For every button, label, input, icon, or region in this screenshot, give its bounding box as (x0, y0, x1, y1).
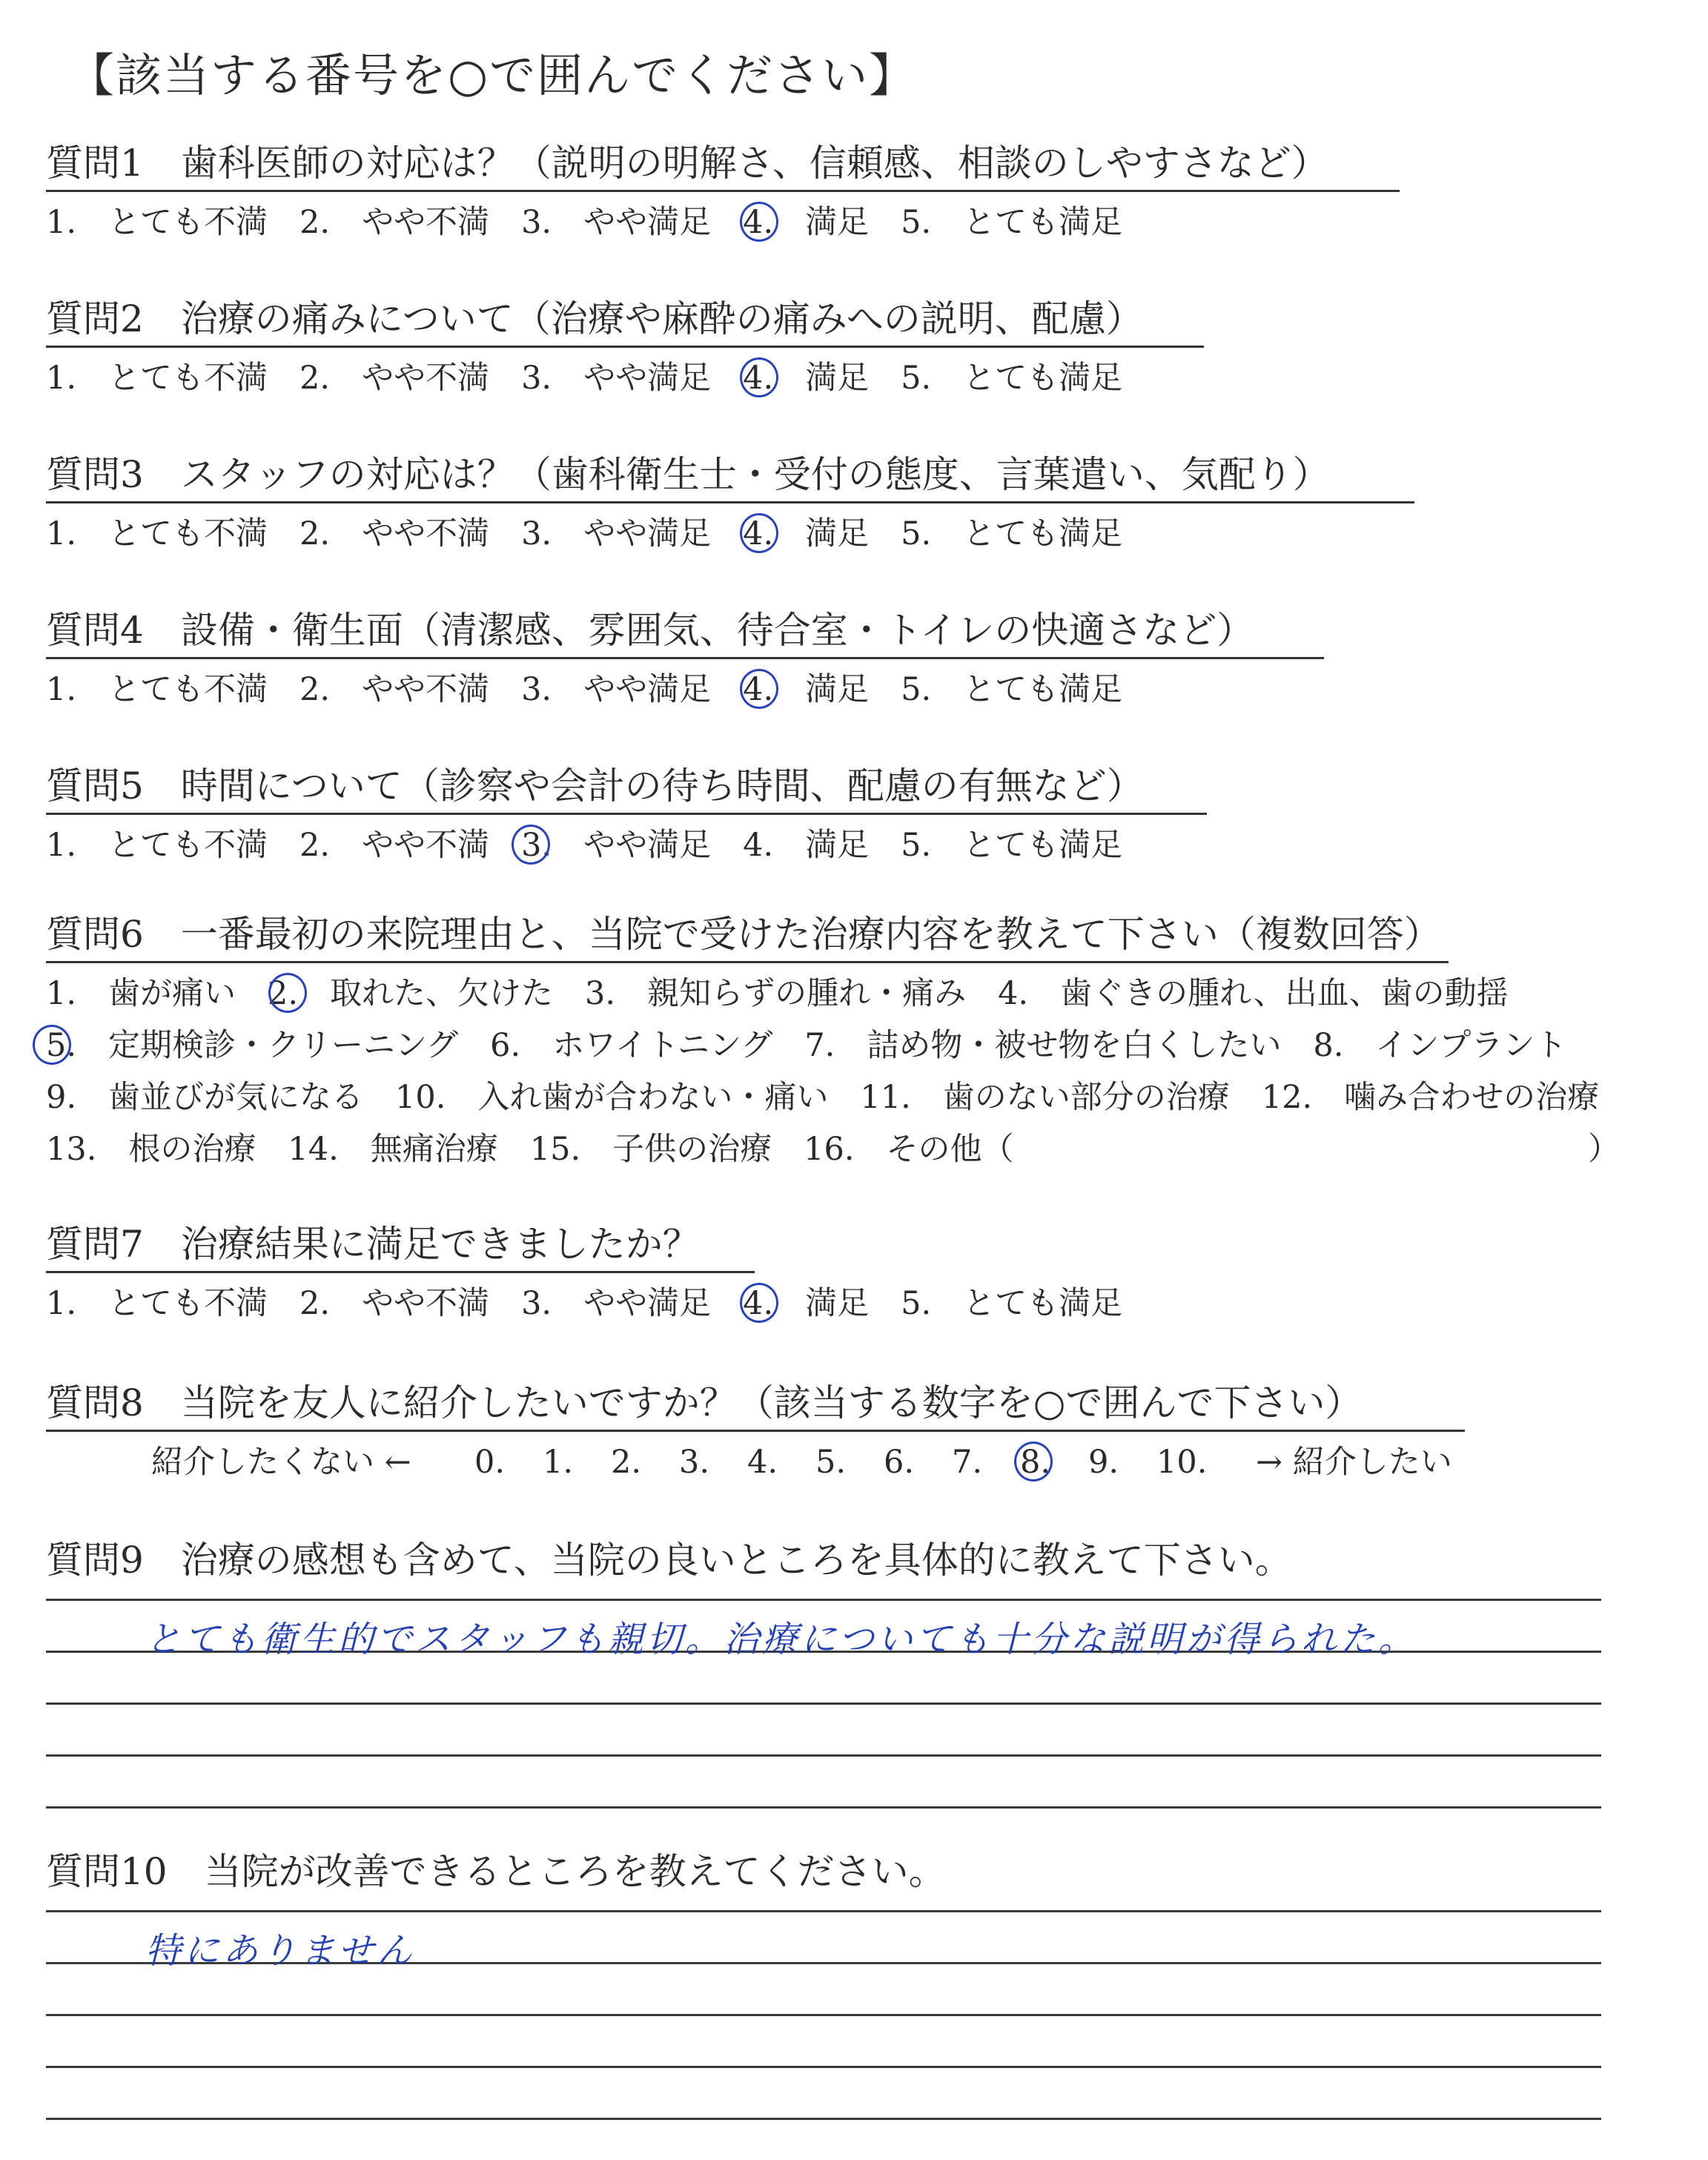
q8-scale-value: 9. (1088, 1444, 1119, 1481)
q1-options (46, 203, 1122, 242)
q3-underline (46, 501, 1414, 503)
q6-underline (46, 961, 1449, 963)
q6-circle-2[interactable] (268, 973, 307, 1013)
q5-options (46, 826, 1122, 865)
q8-scale-value: 4. (747, 1444, 778, 1481)
q8-scale-value: 0. (474, 1444, 506, 1481)
q9-answer[interactable]: とても衛生的でスタッフも親切。治療についても十分な説明が得られた。 (145, 1619, 1417, 1660)
q3-options (46, 515, 1122, 553)
q3-option-text: 1. (46, 515, 77, 552)
q4-title: 質問4 設備・衛生面（清潔感、雰囲気、待合室・トイレの快適さなど） (46, 609, 1254, 652)
q8-low-label: 紹介したくない ← (151, 1444, 411, 1481)
q5-option-text: 5. (901, 827, 932, 864)
q8-scale-value: 1. (543, 1444, 574, 1481)
q3-option-text: やや満足 (583, 515, 712, 552)
q3-option-text: 5. (901, 515, 932, 552)
q6-circle-5[interactable] (33, 1025, 71, 1065)
q5-option-text: 4. (743, 827, 774, 864)
q8-title: 質問8 当院を友人に紹介したいですか？（該当する数字を○で囲んで下さい） (46, 1381, 1363, 1424)
q2-title: 質問2 治療の痛みについて（治療や麻酔の痛みへの説明、配慮） (46, 297, 1143, 340)
form-header: 【該当する番号を○で囲んでください】 (68, 48, 917, 102)
q9-rule-1 (46, 1599, 1601, 1601)
q4-circle-4[interactable] (740, 669, 778, 709)
q2-option-text: やや不満 (362, 360, 490, 397)
q4-underline (46, 657, 1324, 659)
q8-circle-8[interactable] (1014, 1441, 1053, 1482)
q6-title: 質問6 一番最初の来院理由と、当院で受けた治療内容を教えて下さい（複数回答） (46, 913, 1441, 956)
q5-title: 質問5 時間について（診察や会計の待ち時間、配慮の有無など） (46, 764, 1144, 807)
q4-option-text: やや不満 (362, 671, 490, 708)
q8-scale-value: 5. (815, 1444, 847, 1481)
q2-circle-4[interactable] (740, 357, 778, 397)
q1-circle-4[interactable] (740, 202, 778, 242)
q2-option-text: とても不満 (108, 360, 268, 397)
q4-option-text: 3. (521, 671, 552, 708)
q4-option-text: やや満足 (583, 671, 712, 708)
q1-option-text: とても不満 (108, 204, 268, 241)
q7-title: 質問7 治療結果に満足できましたか？ (46, 1223, 700, 1266)
q4-option-text: とても満足 (963, 671, 1123, 708)
q8-scale-value: 7. (952, 1444, 983, 1481)
q3-option-text: 2. (299, 515, 331, 552)
q2-option-text: 1. (46, 360, 77, 397)
q7-options: 1. とても不満 2. やや不満 3. やや満足 4. 満足 5. とても満足 (46, 1285, 1123, 1322)
q6-close-paren: ） (1588, 1131, 1620, 1168)
q4-options (46, 670, 1122, 709)
q1-option-text: とても満足 (963, 204, 1123, 241)
q10-rule-3 (46, 2014, 1601, 2016)
q8-scale-value: 3. (679, 1444, 710, 1481)
q1-option-text: 3. (521, 204, 552, 241)
q2-option-text: 4. (743, 360, 774, 397)
q4-option-text: とても不満 (108, 671, 268, 708)
q3-circle-4[interactable] (740, 513, 778, 553)
q3-option-text: 3. (521, 515, 552, 552)
q1-option-text: 4. (743, 204, 774, 241)
q9-title: 質問9 治療の感想も含めて、当院の良いところを具体的に教えて下さい。 (46, 1539, 1292, 1582)
q2-option-text: 3. (521, 360, 552, 397)
q10-rule-1 (46, 1910, 1601, 1912)
q1-option-text: やや不満 (362, 204, 490, 241)
q8-scale-value: 2. (611, 1444, 642, 1481)
q4-option-text: 1. (46, 671, 77, 708)
q1-option-text: やや満足 (583, 204, 712, 241)
q5-option-text: 満足 (805, 827, 870, 864)
q2-option-text: やや満足 (583, 360, 712, 397)
q3-option-text: 4. (743, 515, 774, 552)
q2-underline (46, 346, 1204, 348)
q6-line-4: 13. 根の治療 14. 無痛治療 15. 子供の治療 16. その他（ (46, 1131, 1014, 1168)
q8-high-label: → 紹介したい (1256, 1444, 1452, 1481)
q2-options (46, 359, 1122, 397)
q5-option-text: とても不満 (108, 827, 268, 864)
q3-option-text: やや不満 (362, 515, 490, 552)
q4-option-text: 5. (901, 671, 932, 708)
q2-option-text: 満足 (805, 360, 870, 397)
q4-option-text: 2. (299, 671, 331, 708)
q10-rule-4 (46, 2066, 1601, 2068)
q1-option-text: 5. (901, 204, 932, 241)
q3-option-text: とても不満 (108, 515, 268, 552)
q3-title: 質問3 スタッフの対応は？（歯科衛生士・受付の態度、言葉遣い、気配り） (46, 453, 1330, 496)
q8-underline (46, 1430, 1465, 1432)
q9-rule-3 (46, 1702, 1601, 1705)
q5-option-text: 2. (299, 827, 331, 864)
q3-option-text: 満足 (805, 515, 870, 552)
q8-scale-value: 10. (1156, 1444, 1208, 1481)
q2-option-text: 5. (901, 360, 932, 397)
q10-title: 質問10 当院が改善できるところを教えてください。 (46, 1850, 946, 1893)
q6-line-2: 5. 定期検診・クリーニング 6. ホワイトニング 7. 詰め物・被せ物を白くしたい 8. インプラント (46, 1027, 1567, 1064)
q7-underline (46, 1271, 755, 1273)
q5-option-text: 3. (521, 827, 552, 864)
q2-option-text: とても満足 (963, 360, 1123, 397)
q5-option-text: 1. (46, 827, 77, 864)
q3-option-text: とても満足 (963, 515, 1123, 552)
q8-scale-value: 8. (1020, 1444, 1051, 1481)
q6-line-3: 9. 歯並びが気になる 10. 入れ歯が合わない・痛い 11. 歯のない部分の治療 12. 噛み合わせの治療 (46, 1079, 1600, 1116)
q1-underline (46, 190, 1400, 192)
q2-option-text: 2. (299, 360, 331, 397)
q10-rule-5 (46, 2118, 1601, 2120)
q4-option-text: 4. (743, 671, 774, 708)
q5-option-text: とても満足 (963, 827, 1123, 864)
q1-title: 質問1 歯科医師の対応は？（説明の明解さ、信頼感、相談のしやすさなど） (46, 142, 1328, 185)
q5-option-text: やや満足 (583, 827, 712, 864)
q1-option-text: 2. (299, 204, 331, 241)
q5-option-text: やや不満 (362, 827, 490, 864)
q7-circle-4[interactable] (740, 1283, 778, 1323)
q9-rule-5 (46, 1806, 1601, 1809)
q5-circle-3[interactable] (512, 825, 550, 865)
q6-line-1: 1. 歯が痛い 2. 取れた、欠けた 3. 親知らずの腫れ・痛み 4. 歯ぐきの腫れ、出血、歯の動揺 (46, 975, 1509, 1012)
q8-scale-value: 6. (884, 1444, 915, 1481)
q4-option-text: 満足 (805, 671, 870, 708)
q10-answer[interactable]: 特にありません (145, 1930, 416, 1972)
q5-underline (46, 813, 1207, 815)
q9-rule-4 (46, 1754, 1601, 1757)
q1-option-text: 1. (46, 204, 77, 241)
q1-option-text: 満足 (805, 204, 870, 241)
